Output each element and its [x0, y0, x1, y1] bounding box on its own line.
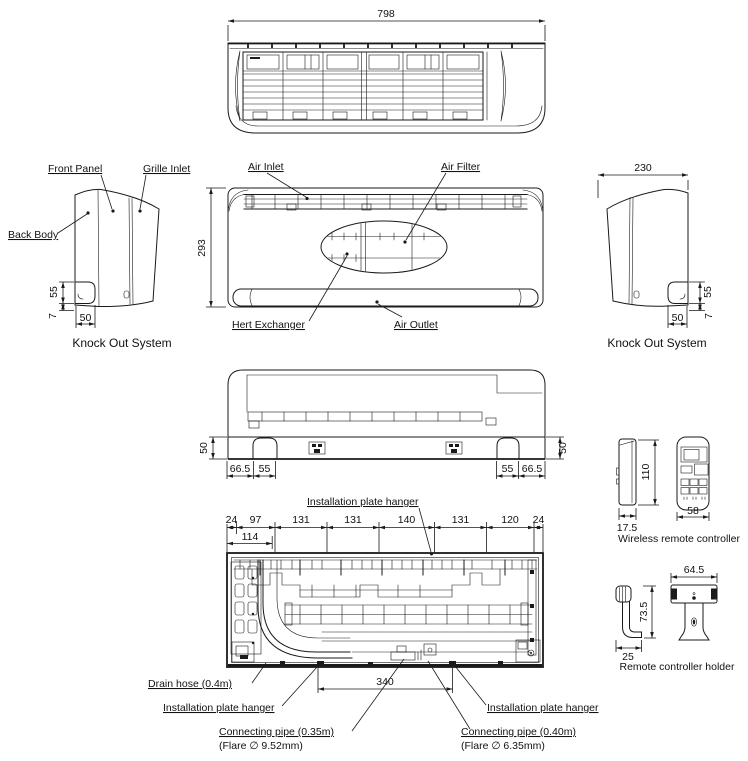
rear-dim-97: 97 [249, 514, 262, 526]
pipe-left-label-line2: (Flare ∅ 9.52mm) [219, 740, 303, 752]
rear-dim-120: 120 [501, 514, 519, 526]
right-dim-7: 7 [703, 313, 715, 319]
wireless-remote-controller [617, 437, 741, 545]
remote-depth-dim: 17.5 [616, 522, 638, 534]
rear-view [148, 496, 599, 752]
hanger-right-label: Installation plate hanger [487, 702, 599, 714]
bottom-dim-66-5-left: 66.5 [229, 463, 251, 475]
bottom-dim-55-right: 55 [501, 463, 514, 475]
pipe-right-label-line1: Connecting pipe (0.40m) [461, 726, 576, 738]
hanger-top-label: Installation plate hanger [307, 496, 419, 508]
bottom-dim-55-left: 55 [258, 463, 271, 475]
pipe-left-label-line1: Connecting pipe (0.35m) [219, 726, 334, 738]
bottom-dim-66-5-right: 66.5 [521, 463, 543, 475]
holder-caption: Remote controller holder [619, 661, 735, 673]
right-depth-dim: 230 [634, 162, 652, 174]
grille-inlet-label: Grille Inlet [143, 163, 191, 175]
rear-dim-24-left: 24 [225, 514, 238, 526]
air-outlet-label: Air Outlet [394, 319, 438, 331]
heat-exchanger-label: Hert Exchanger [232, 319, 305, 331]
bottom-dim-50-left: 50 [198, 442, 210, 454]
holder-depth-dim: 25 [622, 651, 634, 663]
front-panel-label: Front Panel [48, 163, 103, 175]
holder-height-dim: 73.5 [638, 601, 650, 623]
bottom-dim-50-right: 50 [557, 442, 569, 454]
front-height-dim: 293 [196, 239, 208, 257]
remote-controller-holder [616, 564, 735, 673]
wireless-remote-caption: Wireless remote controller [618, 533, 740, 545]
front-view [196, 161, 543, 331]
rear-dim-131-a: 131 [292, 514, 310, 526]
left-dim-50: 50 [79, 312, 92, 324]
rear-dim-131-b: 131 [344, 514, 362, 526]
drain-hose-label: Drain hose (0.4m) [148, 678, 233, 690]
left-side-view [8, 163, 190, 350]
top-view-width-dim: 798 [377, 8, 395, 20]
rear-dim-340: 340 [376, 676, 394, 688]
back-body-label: Back Body [8, 229, 59, 241]
right-side-view [598, 162, 715, 350]
remote-height-dim: 110 [640, 463, 652, 481]
right-dim-50: 50 [671, 312, 684, 324]
holder-width-dim: 64.5 [683, 564, 705, 576]
rear-dim-131-c: 131 [451, 514, 470, 526]
rear-dim-24-right: 24 [532, 514, 545, 526]
top-view [228, 8, 545, 133]
air-inlet-label: Air Inlet [248, 161, 284, 173]
knock-out-caption-right: Knock Out System [607, 336, 707, 350]
left-dim-55: 55 [48, 286, 60, 298]
bottom-view [198, 370, 569, 479]
knock-out-caption-left: Knock Out System [72, 336, 172, 350]
right-dim-55: 55 [702, 286, 714, 298]
air-filter-label: Air Filter [441, 161, 481, 173]
remote-width-dim: 58 [687, 505, 699, 517]
rear-dim-140: 140 [397, 514, 416, 526]
hanger-left-label: Installation plate hanger [163, 702, 275, 714]
pipe-right-label-line2: (Flare ∅ 6.35mm) [461, 740, 545, 752]
rear-dim-114: 114 [241, 531, 259, 543]
left-dim-7: 7 [47, 313, 59, 319]
